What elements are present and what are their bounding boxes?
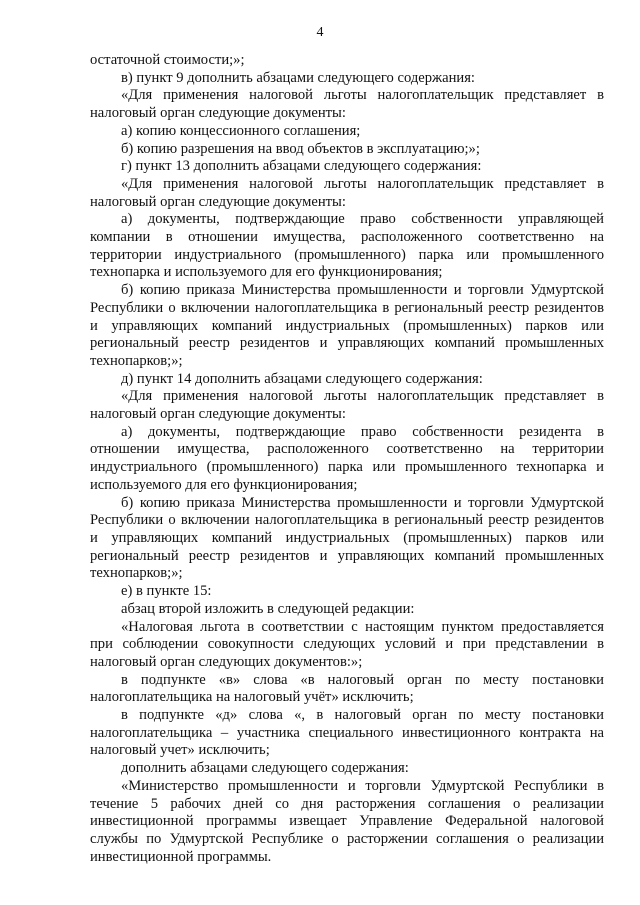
paragraph: абзац второй изложить в следующей редакции: (121, 600, 415, 617)
paragraph: а) документы, подтверждающие право собственности управляющей компании в отношении имущества, расположенного соответственно на территории индустриального (промышленного) парка или промышленного технопарка и используемого для его функционирования; (90, 211, 604, 281)
paragraph: «Для применения налоговой льготы налогоплательщик представляет в налоговый орган следующие документы: (90, 87, 604, 122)
paragraph: в подпункте «д» слова «, в налоговый орган по месту постановки налогоплательщика – участника специального инвестиционного контракта на налоговый учет» исключить; (90, 707, 604, 759)
paragraph: «Для применения налоговой льготы налогоплательщик представляет в налоговый орган следующие документы: (90, 175, 604, 210)
paragraph: «Налоговая льгота в соответствии с настоящим пунктом предоставляется при соблюдении совокупности следующих условий и при представлении в налоговый орган следующих документов:»; (90, 618, 604, 670)
paragraph: е) в пункте 15: (121, 583, 212, 600)
paragraph: в) пункт 9 дополнить абзацами следующего содержания: (121, 69, 475, 86)
paragraph: б) копию разрешения на ввод объектов в эксплуатацию;»; (121, 140, 480, 157)
paragraph: а) документы, подтверждающие право собственности резидента в отношении имущества, расположенного соответственно на территории индустриального (промышленного) парка или промышленного технопарка и используемого для его функционирования; (90, 423, 604, 493)
paragraph: дополнить абзацами следующего содержания: (121, 760, 409, 777)
paragraph: «Для применения налоговой льготы налогоплательщик представляет в налоговый орган следующие документы: (90, 388, 604, 423)
paragraph: г) пункт 13 дополнить абзацами следующего содержания: (121, 158, 482, 175)
document-body (90, 52, 604, 866)
paragraph: «Министерство промышленности и торговли Удмуртской Республики в течение 5 рабочих дней со дня расторжения соглашения о реализации инвестиционной программы извещает Управление Федеральной налоговой службы по Удмуртской Республике о расторжении соглашения о реализации инвестиционной программы. (90, 777, 604, 865)
paragraph: в подпункте «в» слова «в налоговый орган по месту постановки налогоплательщика на налоговый учёт» исключить; (90, 671, 604, 706)
page-number: 4 (316, 25, 324, 40)
paragraph: д) пункт 14 дополнить абзацами следующего содержания: (121, 370, 483, 387)
paragraph: б) копию приказа Министерства промышленности и торговли Удмуртской Республики о включении налогоплательщика в региональный реестр резидентов и управляющих компаний индустриальных (промышленных) парков или региональный реестр резидентов и управляющих компаний промышленных технопарков;»; (90, 494, 604, 582)
paragraph: а) копию концессионного соглашения; (121, 122, 361, 139)
paragraph: б) копию приказа Министерства промышленности и торговли Удмуртской Республики о включении налогоплательщика в региональный реестр резидентов и управляющих компаний индустриальных (промышленных) парков или региональный реестр резидентов и управляющих компаний промышленных технопарков;»; (90, 282, 604, 369)
paragraph: остаточной стоимости;»; (90, 52, 245, 68)
